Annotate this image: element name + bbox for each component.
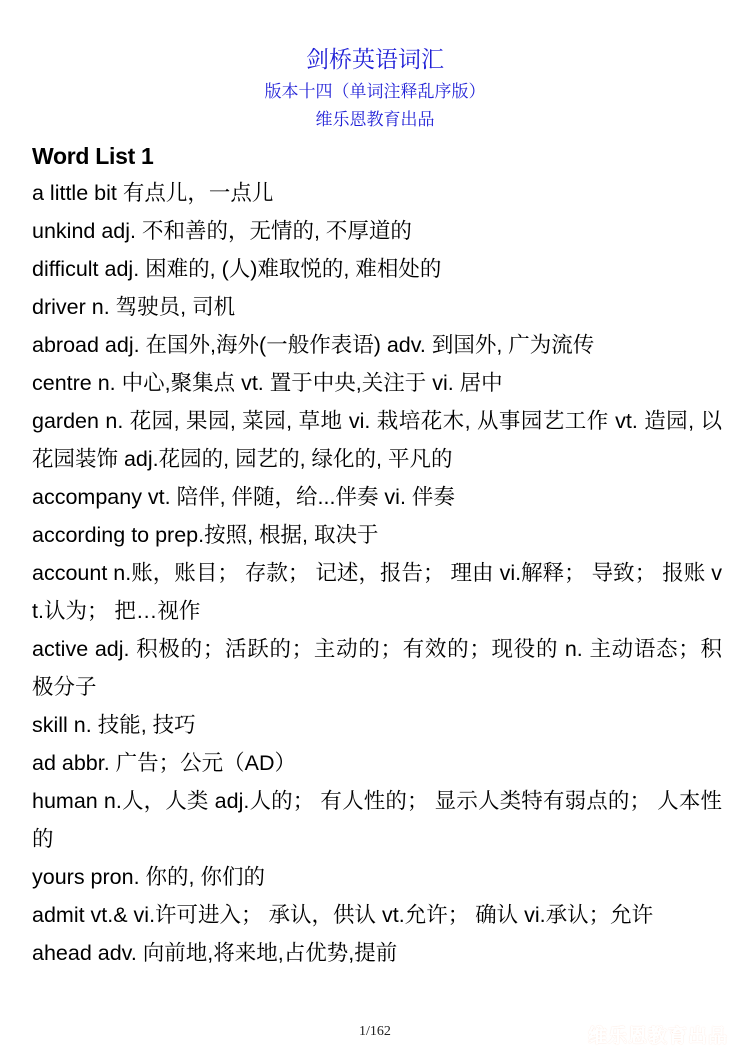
- vocab-entry: driver n. 驾驶员, 司机: [32, 295, 236, 319]
- vocab-entry: admit vt.& vi.许可进入； 承认，供认 vt.允许； 确认 vi.承认；允许: [32, 903, 654, 927]
- vocab-entry: abroad adj. 在国外,海外(一般作表语) adv. 到国外, 广为流传: [32, 333, 595, 357]
- vocab-entry: skill n. 技能, 技巧: [32, 713, 196, 737]
- publisher-line: 维乐恩教育出品: [315, 110, 435, 130]
- vocab-entry: ahead adv. 向前地,将来地,占优势,提前: [32, 941, 398, 965]
- vocabulary-list: [32, 174, 722, 972]
- vocab-entry: account n.账，账目； 存款； 记述，报告； 理由 vi.解释； 导致； 报账 vt.认为； 把…视作: [32, 561, 722, 623]
- vocab-entry: according to prep.按照, 根据, 取决于: [32, 523, 379, 547]
- vocab-entry: a little bit 有点儿，一点儿: [32, 181, 274, 205]
- vocab-entry: yours pron. 你的, 你们的: [32, 865, 265, 889]
- word-list-heading: Word List 1: [32, 143, 154, 169]
- document-title: 剑桥英语词汇: [306, 47, 444, 73]
- vocab-entry: active adj. 积极的；活跃的；主动的；有效的；现役的 n. 主动语态；积极分子: [32, 637, 722, 699]
- publisher-watermark: 维乐恩教育出品: [587, 1025, 728, 1047]
- vocab-entry: accompany vt. 陪伴, 伴随，给...伴奏 vi. 伴奏: [32, 485, 455, 509]
- document-header: [0, 44, 750, 134]
- vocab-entry: ad abbr. 广告；公元（AD）: [32, 751, 297, 775]
- vocab-entry: centre n. 中心,聚集点 vt. 置于中央,关注于 vi. 居中: [32, 371, 503, 395]
- vocab-entry: unkind adj. 不和善的，无情的, 不厚道的: [32, 219, 412, 243]
- vocab-entry: difficult adj. 困难的, (人)难取悦的, 难相处的: [32, 257, 442, 281]
- vocab-entry: human n.人，人类 adj.人的； 有人性的； 显示人类特有弱点的； 人本性的: [32, 789, 722, 851]
- vocab-entry: garden n. 花园, 果园, 菜园, 草地 vi. 栽培花木, 从事园艺工作 vt. 造园, 以花园装饰 adj.花园的, 园艺的, 绿化的, 平凡的: [32, 409, 722, 471]
- page-number: 1/162: [359, 1024, 391, 1039]
- document-subtitle: 版本十四（单词注释乱序版）: [264, 82, 486, 102]
